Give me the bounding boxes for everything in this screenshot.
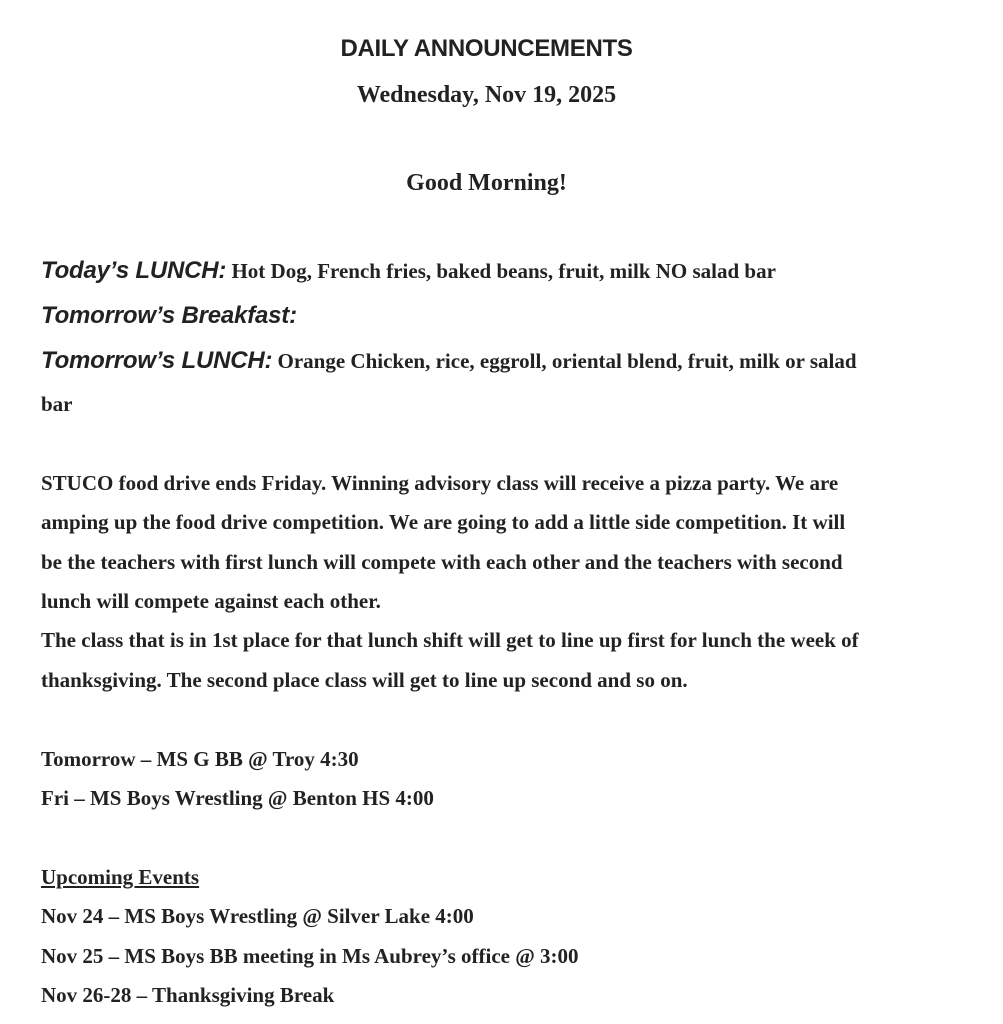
tomorrow-lunch-value: Orange Chicken, rice, eggroll, oriental blend, fruit, milk or salad <box>272 349 857 373</box>
greeting: Good Morning! <box>406 170 567 196</box>
announcement-line: amping up the food drive competition. We are going to add a little side competition. It will <box>41 510 846 534</box>
today-lunch-line <box>41 257 776 285</box>
upcoming-event-item: Nov 25 – MS Boys BB meeting in Ms Aubrey’s office @ 3:00 <box>41 944 579 968</box>
announcement-line: be the teachers with first lunch will compete with each other and the teachers with second <box>41 550 843 574</box>
announcement-line: lunch will compete against each other. <box>41 589 381 613</box>
upcoming-event-item: Nov 26-28 – Thanksgiving Break <box>41 983 335 1007</box>
schedule-item: Fri – MS Boys Wrestling @ Benton HS 4:00 <box>41 786 434 810</box>
today-lunch-label: Today’s LUNCH: <box>41 257 227 284</box>
tomorrow-lunch-line <box>41 347 857 375</box>
tomorrow-breakfast-label: Tomorrow’s Breakfast: <box>41 302 297 329</box>
document-date: Wednesday, Nov 19, 2025 <box>356 82 617 108</box>
tomorrow-lunch-label: Tomorrow’s LUNCH: <box>41 347 273 374</box>
upcoming-event-item: Nov 24 – MS Boys Wrestling @ Silver Lake 4:00 <box>41 904 474 928</box>
tomorrow-lunch-continued: bar <box>41 392 73 416</box>
announcement-line: The class that is in 1st place for that lunch shift will get to line up first for lunch the week of <box>41 628 859 652</box>
upcoming-events-heading: Upcoming Events <box>41 865 200 889</box>
announcement-line: thanksgiving. The second place class will get to line up second and so on. <box>41 668 688 692</box>
today-lunch-value: Hot Dog, French fries, baked beans, fruit, milk NO salad bar <box>226 259 776 283</box>
document-title: DAILY ANNOUNCEMENTS <box>340 35 633 62</box>
schedule-item: Tomorrow – MS G BB @ Troy 4:30 <box>41 747 359 771</box>
announcement-line: STUCO food drive ends Friday. Winning advisory class will receive a pizza party. We are <box>41 471 839 495</box>
tomorrow-breakfast-line <box>41 302 297 330</box>
